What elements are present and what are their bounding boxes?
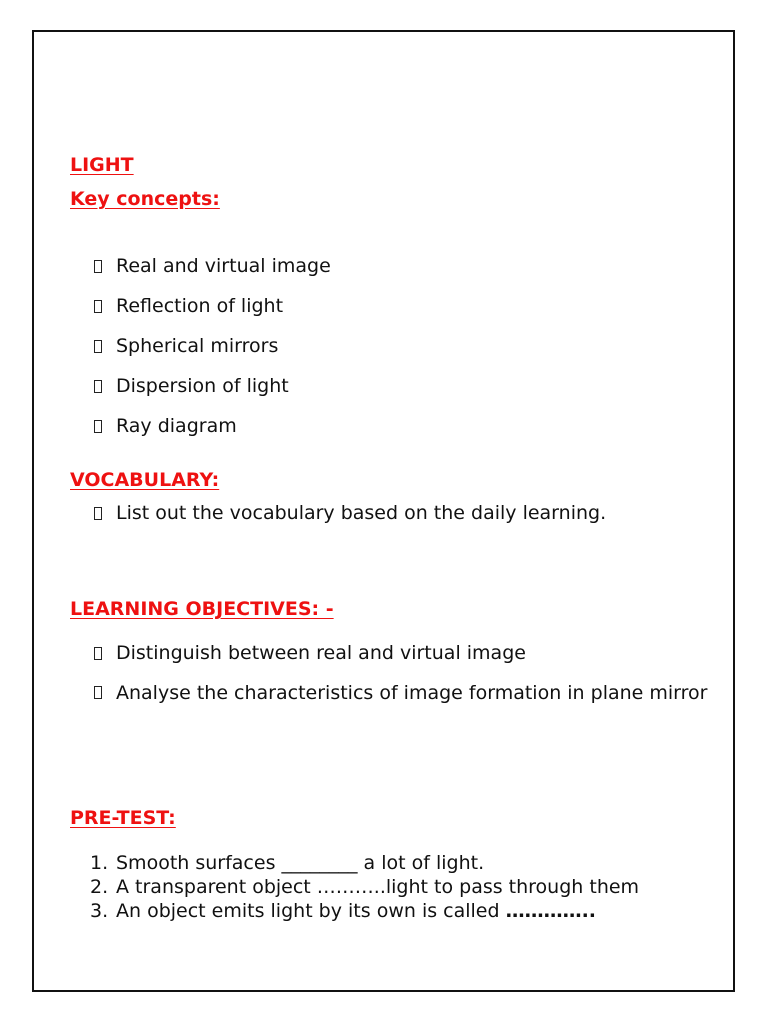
question-item: [90, 899, 639, 923]
vocabulary-heading: VOCABULARY:: [70, 469, 220, 491]
question-number: 3.: [90, 900, 109, 922]
answer-blank: …………..: [505, 900, 597, 922]
list-item: [94, 291, 283, 321]
question-text: A transparent object ………..light to pass through them: [116, 876, 640, 898]
list-item: [94, 498, 606, 528]
question-number: 2.: [90, 876, 109, 898]
list-item-text: Distinguish between real and virtual image: [116, 642, 526, 664]
learning-objectives-heading: LEARNING OBJECTIVES: -: [70, 598, 334, 620]
question-text: An object emits light by its own is called: [116, 900, 506, 922]
pre-test-heading: PRE-TEST:: [70, 807, 176, 829]
bullet-icon: [94, 260, 102, 273]
bullet-icon: [94, 300, 102, 313]
document-title: LIGHT: [70, 154, 134, 176]
key-concepts-heading: Key concepts:: [70, 188, 220, 210]
bullet-icon: [94, 507, 102, 520]
list-item: [94, 251, 331, 281]
list-item-text: Spherical mirrors: [116, 335, 279, 357]
list-item: [94, 331, 278, 361]
list-item-text: List out the vocabulary based on the daily learning.: [116, 502, 607, 524]
list-item: [94, 638, 526, 668]
bullet-icon: [94, 380, 102, 393]
question-item: [90, 851, 639, 875]
list-item-text: Ray diagram: [116, 415, 237, 437]
list-item-text: Analyse the characteristics of image formation in plane mirror: [116, 682, 708, 704]
bullet-icon: [94, 420, 102, 433]
bullet-icon: [94, 686, 102, 699]
question-number: 1.: [90, 852, 109, 874]
list-item: [94, 678, 714, 708]
bullet-icon: [94, 340, 102, 353]
question-text: Smooth surfaces ________ a lot of light.: [116, 852, 485, 874]
list-item-text: Dispersion of light: [116, 375, 289, 397]
question-item: [90, 875, 639, 899]
list-item: [94, 371, 289, 401]
list-item: [94, 411, 237, 441]
pre-test-questions: [90, 851, 639, 923]
bullet-icon: [94, 647, 102, 660]
list-item-text: Reflection of light: [116, 295, 284, 317]
list-item-text: Real and virtual image: [116, 255, 331, 277]
